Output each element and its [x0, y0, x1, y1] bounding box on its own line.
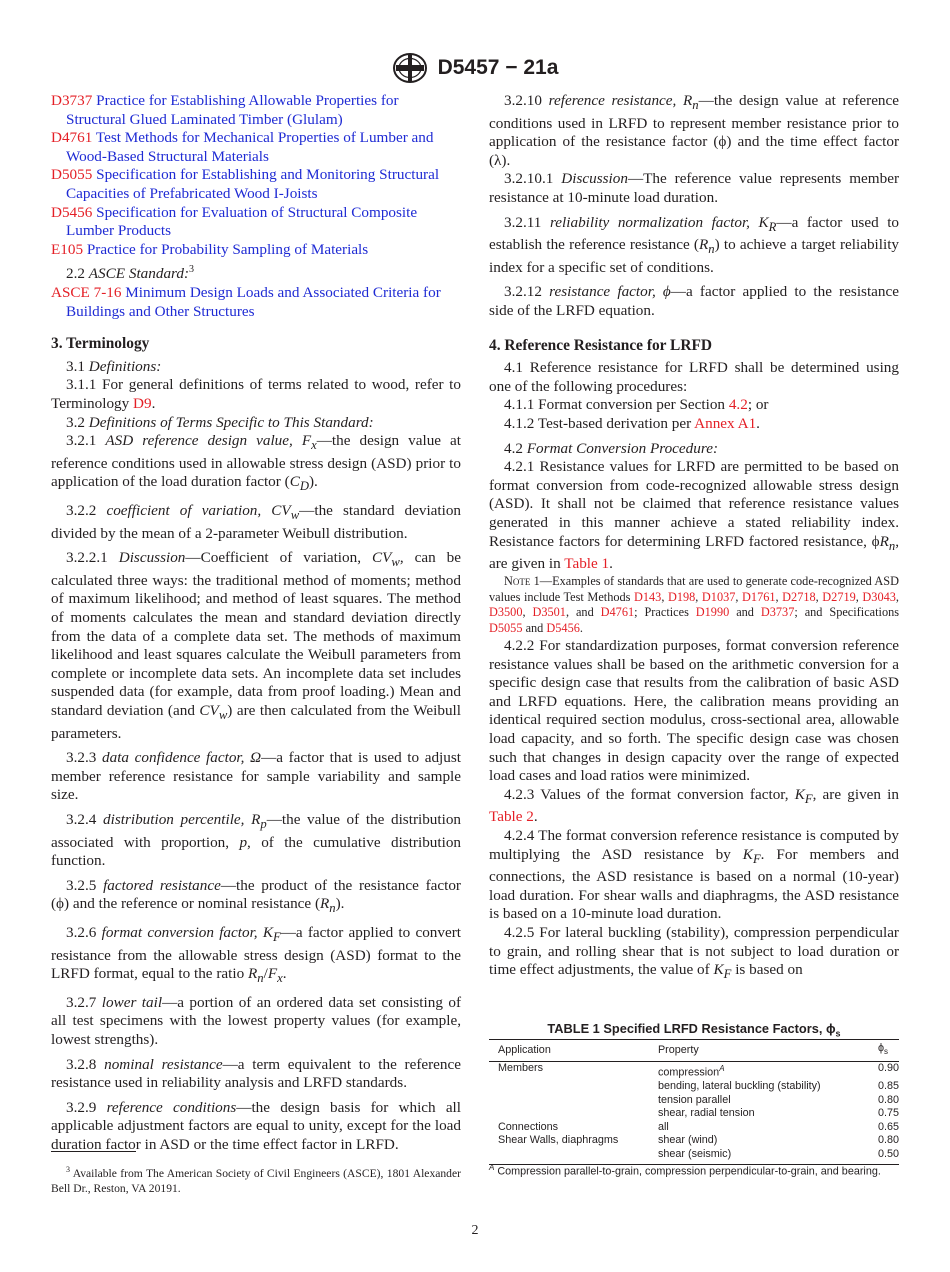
- page-number: 2: [471, 1223, 479, 1238]
- ref-code-link[interactable]: D3737: [51, 92, 93, 109]
- paragraph: 4.1.2 Test-based derivation per Annex A1.: [504, 415, 760, 432]
- paragraph: 3.2.10.1 Discussion—The reference value represents member resistance at 10-minute load duration.: [489, 170, 899, 206]
- paragraph: 4.1 Reference resistance for LRFD shall be determined using one of the following procedures:: [489, 359, 899, 395]
- document-code: D5457 − 21a: [437, 56, 559, 79]
- note: Note 1—Examples of standards that are used to generate code-recognized ASD values include Test Methods D143, D198, D1037, D1761, D2718, D2719, D3043, D3500, D3501, and D4761; Practices D1990 and D3737; and Specifications D5055 and D5456.: [489, 573, 900, 636]
- reference-item: [51, 166, 461, 203]
- reference-item: [51, 284, 461, 321]
- ref-code-link[interactable]: D5055: [51, 166, 93, 184]
- standard-link[interactable]: D1761: [742, 589, 776, 604]
- paragraph: 4.2.5 For lateral buckling (stability), compression perpendicular to grain, and rolling shear that is not subject to load duration or time effect adjustments, the value of $K_F$ is based on: [489, 923, 899, 982]
- table-link[interactable]: Table 2: [489, 808, 534, 826]
- ref-title-link[interactable]: Practice for Probability Sampling of Materials: [86, 240, 369, 258]
- paragraph: 4.2.4 The format conversion reference resistance is computed by multiplying the ASD resistance by $K_F$. For members and connections, the ASD resistance is based on a normal (10-year) load duration. For shear walls and diaphragms, the ASD resistance is based on a 10-minute load duration.: [489, 826, 900, 923]
- ref-code-link[interactable]: E105: [51, 240, 84, 258]
- standard-link[interactable]: D5055: [489, 621, 523, 636]
- paragraph: 4.2.1 Resistance values for LRFD are permitted to be based on format conversion from code-recognized allowable stress design (ASD). It shall not be claimed that reference resistance values generated in this manner achieve a stated reliability index. Resistance factors for determining LRFD factored resistance, $\phi R_n$, are given in Table 1.: [489, 458, 899, 573]
- paragraph: 3.2.12 resistance factor, ϕ—a factor applied to the resistance side of the LRFD equation.: [489, 283, 899, 320]
- table-row: shear, radial tension 0.75: [657, 1107, 899, 1120]
- right-column: [489, 92, 899, 984]
- table-row: shear (seismic) 0.50: [489, 1148, 899, 1164]
- table-footnote: $^A$ Compression parallel-to-grain, compression perpendicular-to-grain, and bearing.: [489, 1163, 881, 1178]
- paragraph: 3.2.2.1 Discussion—Coefficient of variation, $CV_w$, can be calculated three ways: the traditional method of moments; method of maximum likelihood; and method of least squares. The method of moments calculates the mean and standard deviation directly from the data of a complete data set. The methods of maximum likelihood and least squares calculate the Weibull parameters from complete or incomplete data sets. An incomplete data set includes suspended data (for example, data from proof loading.) Mean and standard deviation (and $CV_w$) are then calculated from the Weibull parameters.: [51, 549, 461, 742]
- paragraph: 3.2.4 distribution percentile, $R_p—the$ value of the distribution associated with proportion, p, of the cumulative distribution function.: [51, 811, 462, 870]
- resistance-factors-table: [489, 1039, 899, 1165]
- paragraph: 4.2.3 Values of the format conversion factor, $K_F$, are given in Table 2.: [489, 785, 899, 826]
- standard-link[interactable]: D3500: [489, 605, 523, 620]
- table-row: Connections all 0.65: [498, 1120, 899, 1133]
- standard-link[interactable]: D2719: [822, 589, 856, 604]
- paragraph: 4.1.1 Format conversion per Section 4.2; or: [504, 396, 769, 414]
- reference-item: [51, 92, 461, 129]
- ref-title-link[interactable]: Specification for Evaluation of Structural Composite Lumber Products: [66, 203, 418, 240]
- section-heading: 3. Terminology: [51, 335, 150, 353]
- table-header-row: [489, 1040, 899, 1062]
- paragraph: 3.2 Definitions of Terms Specific to This Standard:: [66, 413, 374, 431]
- annex-link[interactable]: Annex A1: [694, 415, 757, 432]
- paragraph: 3.1.1 For general definitions of terms related to wood, refer to Terminology D9.: [51, 376, 461, 412]
- standard-link[interactable]: D5456: [546, 621, 580, 636]
- paragraph: 4.2 Format Conversion Procedure:: [504, 439, 718, 457]
- ref-code-link[interactable]: D5456: [51, 203, 93, 221]
- footnote: $^3$ Available from The American Society of Civil Engineers (ASCE), 1801 Alexander Bell Dr., Reston, VA 20191.: [51, 1165, 461, 1195]
- table-row: tension parallel 0.80: [657, 1093, 899, 1106]
- paragraph: 3.2.7 lower tail—a portion of an ordered data set consisting of all test specimens with the lowest property values (for example, lowest strengths).: [51, 993, 462, 1049]
- paragraph: 3.2.10 reference resistance, $R_n—the$ design value at reference conditions used in LRFD to represent member resistance prior to application of the resistance factor (ϕ) and the time effect factor (λ).: [489, 92, 900, 169]
- table-row: bending, lateral buckling (stability) 0.85: [657, 1079, 899, 1092]
- page-header: [0, 52, 950, 84]
- standard-link[interactable]: D3501: [532, 605, 566, 620]
- standard-link[interactable]: D143: [633, 589, 662, 604]
- standard-link[interactable]: D1037: [701, 589, 736, 604]
- standard-link[interactable]: D4761: [600, 605, 635, 620]
- table-row: Shear Walls, diaphragms shear (wind) 0.80: [498, 1134, 899, 1147]
- ref-code-link[interactable]: D4761: [51, 129, 93, 147]
- paragraph: 3.2.1 ASD reference design value, $F_x—the$ design value at reference conditions used in allowable stress design (ASD) prior to application of the load duration factor $(C_D)$.: [51, 432, 462, 494]
- left-column: [51, 92, 461, 1155]
- reference-item: [51, 129, 461, 166]
- table-row: Members compression$^A$ 0.90: [498, 1061, 899, 1079]
- standard-link[interactable]: D3043: [862, 589, 896, 604]
- paragraph: 3.2.9 reference conditions—the design basis for which all applicable adjustment factors are equal to unity, except for the load duration factor in ASD or the time effect factor in LRFD.: [51, 1098, 461, 1154]
- section-link[interactable]: 4.2: [728, 396, 748, 414]
- ref-code-link[interactable]: ASCE 7-16: [51, 284, 122, 301]
- paragraph: 3.2.2 coefficient of variation, $CV_w—the$ standard deviation divided by the mean of a 2-parameter Weibull distribution.: [51, 502, 462, 542]
- paragraph: 4.2.2 For standardization purposes, format conversion reference resistance values shall be based on the arithmetic conversion for a specific design case that results from the calibration of basic ASD and LRFD equations. Here, the calibration means providing an identical required section modulus, cross-sectional area, allowable load capacity, and so forth. The specific design case was chosen such that changes in design capacity over the range of expected load cases and load ratios were minimized.: [489, 636, 899, 785]
- standard-link[interactable]: D3737: [760, 605, 795, 620]
- astm-logo-icon: [392, 52, 428, 84]
- standard-link[interactable]: D1990: [695, 605, 730, 620]
- paragraph: 3.2.5 factored resistance—the product of the resistance factor (ϕ) and the reference or nominal resistance $(R_n)$.: [51, 876, 461, 916]
- paragraph: 3.2.11 reliability normalization factor, $K_R—a$ factor used to establish the reference resistance $(R_n)$ to achieve a target reliability index for a specific set of conditions.: [489, 213, 900, 276]
- paragraph: 3.2.6 format conversion factor, $K_F—a$ factor applied to convert resistance from the allowable stress design (ASD) format to the LRFD format, equal to the ratio $R_n/F_x$.: [51, 924, 461, 986]
- reference-item: [51, 241, 461, 260]
- ref-title-link[interactable]: Minimum Design Loads and Associated Criteria for Buildings and Other Structures: [66, 284, 441, 320]
- column-header: Property: [649, 1040, 846, 1062]
- paragraph: 3.2.3 data confidence factor, Ω—a factor that is used to adjust member reference resistance for sample variability and sample size.: [51, 749, 462, 804]
- terminology-link[interactable]: D9: [133, 394, 152, 412]
- table-link[interactable]: Table 1: [564, 555, 610, 573]
- paragraph: 3.1 Definitions:: [66, 357, 162, 375]
- asce-heading: 2.2 ASCE Standard:$^3$: [66, 264, 195, 283]
- ref-title-link[interactable]: Specification for Establishing and Monitoring Structural Capacities of Prefabricated Wood I-Joists: [66, 166, 440, 202]
- standard-link[interactable]: D198: [667, 589, 696, 604]
- ref-title-link[interactable]: Test Methods for Mechanical Properties of Lumber and Wood-Based Structural Materials: [66, 129, 434, 165]
- footnote-divider: [51, 1151, 136, 1152]
- column-header: $\phi_s$: [846, 1040, 899, 1062]
- ref-title-link[interactable]: Practice for Establishing Allowable Properties for Structural Glued Laminated Timber (Glulam): [66, 92, 399, 128]
- section-heading: 4. Reference Resistance for LRFD: [489, 336, 712, 354]
- column-header: Application: [489, 1040, 649, 1062]
- standard-link[interactable]: D2718: [782, 589, 816, 604]
- paragraph: 3.2.8 nominal resistance—a term equivalent to the reference resistance used in reliability analysis and LRFD standards.: [51, 1055, 462, 1092]
- table-caption: TABLE 1 Specified LRFD Resistance Factors, $\phi_s$: [547, 1021, 841, 1039]
- reference-item: [51, 204, 461, 241]
